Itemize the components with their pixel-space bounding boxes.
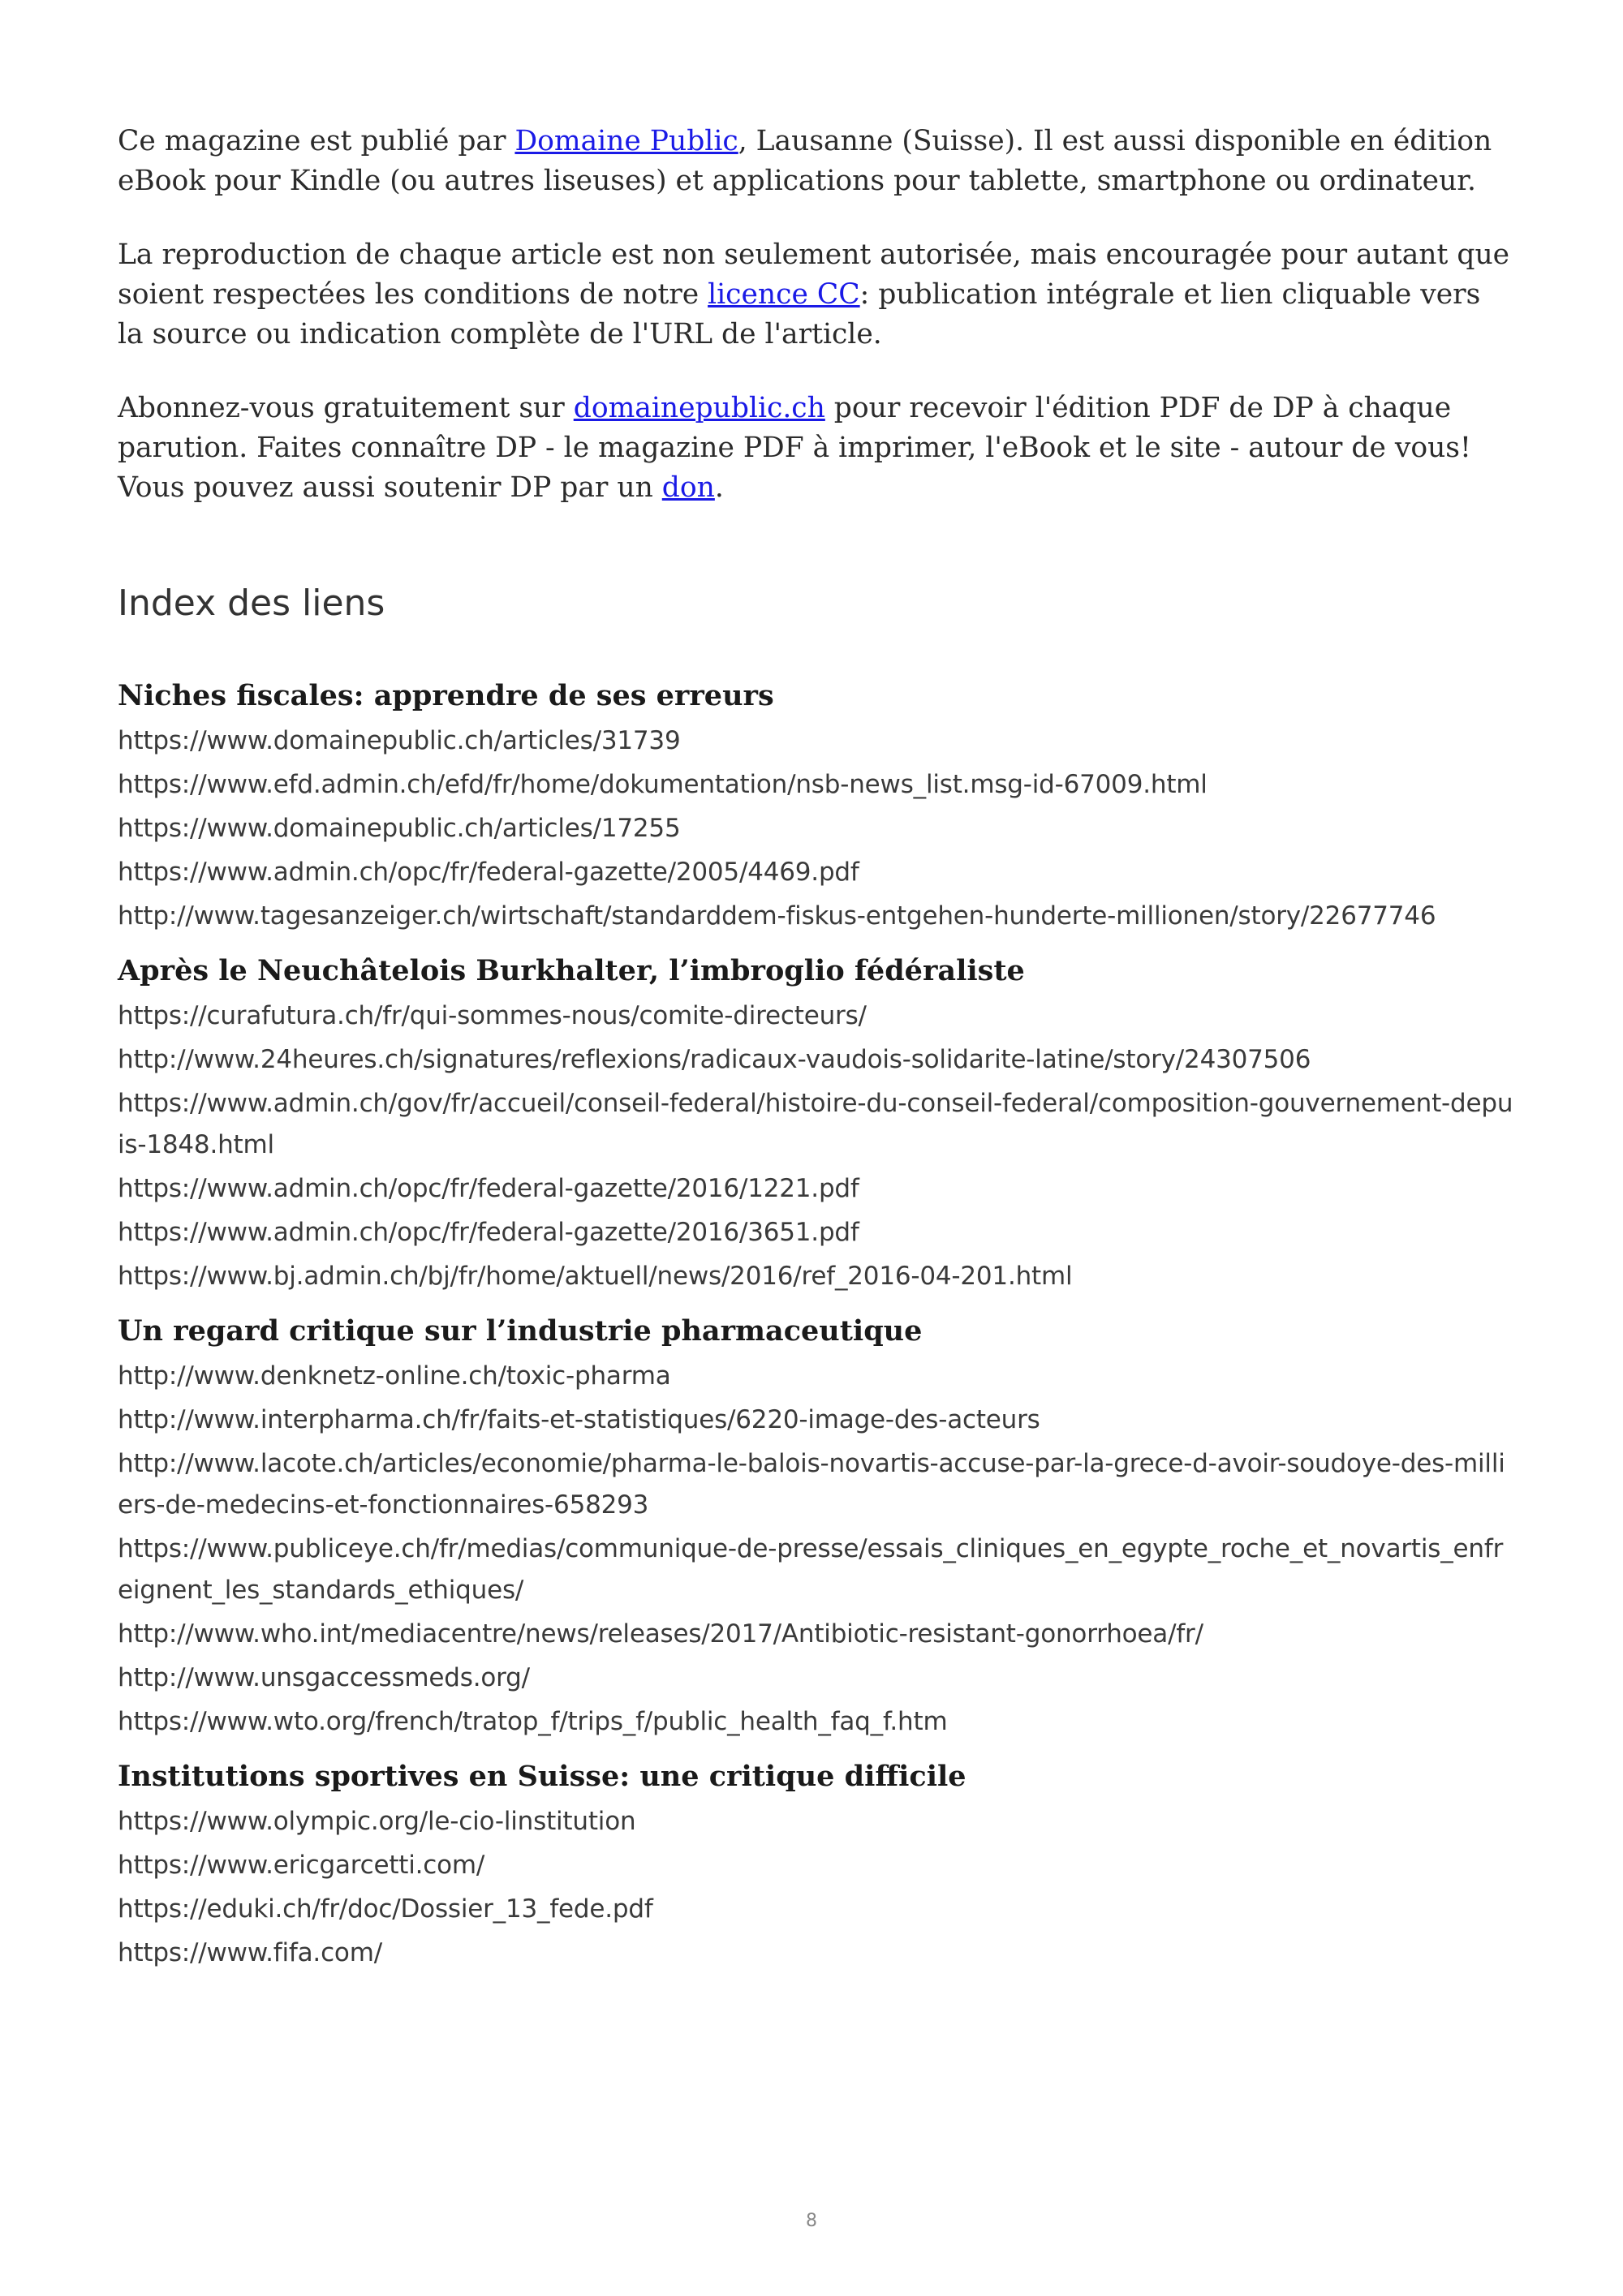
link-list: [118, 720, 1513, 937]
link-item[interactable]: https://www.admin.ch/gov/fr/accueil/conseil-federal/histoire-du-conseil-federal/composition-gouvernement-depuis-1848.html: [118, 1089, 1513, 1159]
link-item[interactable]: https://www.admin.ch/opc/fr/federal-gazette/2016/3651.pdf: [118, 1218, 859, 1247]
link-item[interactable]: http://www.lacote.ch/articles/economie/pharma-le-balois-novartis-accuse-par-la-grece-d-avoir-soudoye-des-milliers-de-medecins-et-fonctionnaires-658293: [118, 1449, 1505, 1520]
domainepublic-link[interactable]: domainepublic.ch: [573, 392, 825, 424]
link-item[interactable]: https://eduki.ch/fr/doc/Dossier_13_fede.pdf: [118, 1894, 653, 1924]
article-title: Un regard critique sur l’industrie pharmaceutique: [118, 1314, 923, 1348]
page-number: 8: [806, 2211, 817, 2231]
link-item[interactable]: https://www.fifa.com/: [118, 1938, 382, 1967]
index-title: Index des liens: [118, 583, 385, 624]
link-index: [118, 677, 1513, 1974]
link-item[interactable]: http://www.denknetz-online.ch/toxic-pharma: [118, 1361, 671, 1391]
link-item[interactable]: https://www.efd.admin.ch/efd/fr/home/dokumentation/nsb-news_list.msg-id-67009.html: [118, 770, 1208, 799]
article-section: [118, 1757, 1513, 1974]
link-item[interactable]: https://www.domainepublic.ch/articles/17255: [118, 814, 681, 843]
domaine-public-link[interactable]: Domaine Public: [514, 125, 738, 157]
article-title: Après le Neuchâtelois Burkhalter, l’imbroglio fédéraliste: [118, 954, 1025, 987]
link-item[interactable]: https://www.publiceye.ch/fr/medias/communique-de-presse/essais_cliniques_en_egypte_roche_et_novartis_enfreignent_les_standards_ethiques/: [118, 1534, 1504, 1605]
link-item[interactable]: https://www.olympic.org/le-cio-linstitution: [118, 1807, 636, 1836]
link-item[interactable]: http://www.tagesanzeiger.ch/wirtschaft/standarddem-fiskus-entgehen-hunderte-millionen/story/22677746: [118, 901, 1436, 931]
link-list: [118, 995, 1513, 1297]
link-item[interactable]: http://www.who.int/mediacentre/news/releases/2017/Antibiotic-resistant-gonorrhoea/fr/: [118, 1619, 1203, 1649]
link-item[interactable]: http://www.interpharma.ch/fr/faits-et-statistiques/6220-image-des-acteurs: [118, 1405, 1040, 1434]
link-list: [118, 1801, 1513, 1974]
article-title: Niches fiscales: apprendre de ses erreurs: [118, 679, 774, 712]
link-item[interactable]: http://www.unsgaccessmeds.org/: [118, 1663, 530, 1692]
link-item[interactable]: https://www.admin.ch/opc/fr/federal-gazette/2005/4469.pdf: [118, 858, 859, 887]
article-section: [118, 1312, 1513, 1743]
link-item[interactable]: https://www.admin.ch/opc/fr/federal-gazette/2016/1221.pdf: [118, 1174, 859, 1203]
article-section: [118, 677, 1513, 937]
article-title: Institutions sportives en Suisse: une critique difficile: [118, 1760, 966, 1793]
don-link[interactable]: don: [661, 471, 715, 504]
intro-paragraph-subscribe: Abonnez-vous gratuitement sur domainepublic.ch pour recevoir l'édition PDF de DP à chaque parution. Faites connaître DP - le magazine PDF à imprimer, l'eBook et le site - autour de vous! Vous pouvez aussi soutenir DP par un don.: [118, 392, 1471, 504]
document-page: [118, 122, 1513, 1989]
link-list: [118, 1356, 1513, 1743]
link-item[interactable]: https://www.wto.org/french/tratop_f/trips_f/public_health_faq_f.htm: [118, 1707, 948, 1736]
intro-paragraph-publisher: Ce magazine est publié par Domaine Public, Lausanne (Suisse). Il est aussi disponible en édition eBook pour Kindle (ou autres liseuses) et applications pour tablette, smartphone ou ordinateur.: [118, 125, 1492, 197]
licence-cc-link[interactable]: licence CC: [708, 278, 860, 311]
intro-section: [118, 122, 1513, 508]
link-item[interactable]: https://www.bj.admin.ch/bj/fr/home/aktuell/news/2016/ref_2016-04-201.html: [118, 1262, 1073, 1291]
link-item[interactable]: https://www.domainepublic.ch/articles/31739: [118, 726, 681, 755]
intro-paragraph-license: La reproduction de chaque article est non seulement autorisée, mais encouragée pour autant que soient respectées les conditions de notre licence CC: publication intégrale et lien cliquable vers la source ou indication complète de l'URL de l'article.: [118, 239, 1510, 350]
link-item[interactable]: https://www.ericgarcetti.com/: [118, 1851, 485, 1880]
link-item[interactable]: https://curafutura.ch/fr/qui-sommes-nous/comite-directeurs/: [118, 1001, 867, 1030]
link-item[interactable]: http://www.24heures.ch/signatures/reflexions/radicaux-vaudois-solidarite-latine/story/24307506: [118, 1045, 1311, 1074]
article-section: [118, 952, 1513, 1297]
